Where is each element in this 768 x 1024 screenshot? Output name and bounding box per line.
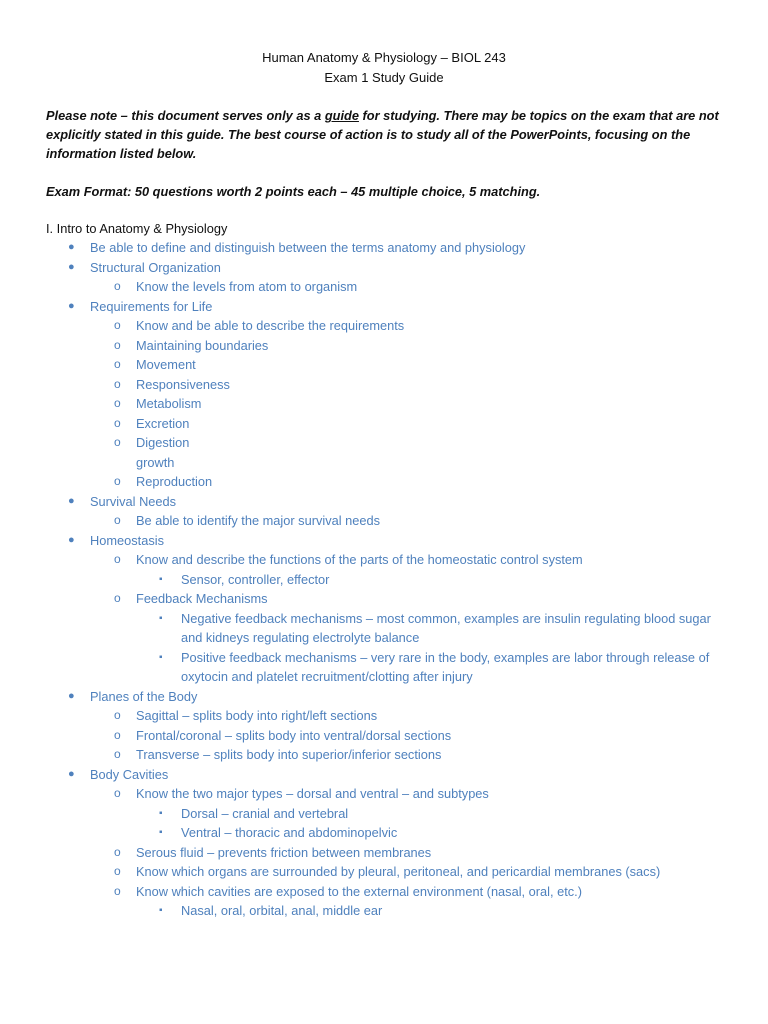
outline-item-structural-organization [46, 258, 722, 278]
outline-text: Ventral – thoracic and abdominopelvic [181, 825, 398, 840]
guide-title: Exam 1 Study Guide [324, 70, 444, 85]
outline-subitem [46, 745, 722, 765]
outline-text: Structural Organization [90, 259, 221, 275]
outline-subsubitem [46, 804, 721, 824]
bullet-circle: o [114, 318, 121, 332]
outline-subitem [46, 355, 722, 375]
outline-subsubitem [46, 901, 721, 921]
outline-text: Nasal, oral, orbital, anal, middle ear [181, 903, 383, 918]
outline-item-body-cavities [46, 765, 722, 785]
outline-text: Movement [136, 357, 196, 372]
outline-subitem [46, 336, 722, 356]
outline-subsubitem [46, 648, 721, 687]
outline-subitem [46, 472, 722, 492]
outline-text: Know which organs are surrounded by pleural, peritoneal, and pericardial membranes (sacs) [136, 864, 661, 879]
outline-text: Sensor, controller, effector [181, 571, 330, 587]
note-text-end: for studying. There may be topics on the exam that are not explicitly stated in this guide. The best course of action is to study all of the PowerPoints, focusing on the information listed below. [46, 108, 719, 161]
bullet-circle: o [114, 396, 121, 410]
outline-continuation [46, 453, 722, 473]
outline-subitem [46, 726, 722, 746]
outline-subitem [46, 843, 722, 863]
outline-text: Digestion [136, 435, 190, 450]
outline-text: Responsiveness [136, 376, 230, 392]
bullet-circle: o [114, 513, 121, 527]
outline-item-requirements [46, 297, 722, 317]
disclaimer-note [46, 106, 726, 163]
outline-text: Negative feedback mechanisms – most common, examples are insulin regulating blood sugar and kidneys regulating electrolyte balance [181, 610, 711, 645]
outline-text: Body Cavities [90, 766, 169, 782]
outline-text: Be able to define and distinguish between the terms anatomy and physiology [90, 240, 526, 255]
bullet-circle: o [114, 844, 121, 859]
bullet-circle: o [114, 591, 121, 605]
bullet-square: ▪ [159, 807, 163, 819]
outline-text: Know and be able to describe the requirements [136, 318, 405, 333]
outline-subitem [46, 375, 722, 395]
bullet-dot: ● [68, 689, 75, 702]
outline-text: growth [136, 454, 175, 470]
bullet-circle: o [114, 415, 121, 430]
study-outline [46, 238, 722, 921]
outline-text: Survival Needs [90, 493, 177, 509]
outline-text: Dorsal – cranial and vertebral [181, 805, 349, 821]
bullet-circle: o [114, 747, 121, 761]
course-title: Human Anatomy & Physiology – BIOL 243 [262, 50, 506, 65]
outline-subitem [46, 706, 722, 726]
bullet-circle: o [114, 357, 121, 371]
bullet-square: ▪ [159, 573, 163, 585]
outline-text: Be able to identify the major survival needs [136, 513, 380, 528]
outline-text: Requirements for Life [90, 298, 213, 314]
outline-subitem [46, 511, 722, 531]
bullet-dot: ● [68, 533, 75, 546]
outline-item-planes [46, 687, 722, 707]
outline-text: Homeostasis [90, 532, 164, 548]
bullet-square: ▪ [159, 905, 163, 916]
outline-text: Know and describe the functions of the parts of the homeostatic control system [136, 552, 583, 567]
bullet-square: ▪ [159, 612, 163, 624]
bullet-circle: o [114, 376, 121, 391]
outline-text: Transverse – splits body into superior/inferior sections [136, 747, 442, 762]
note-text-start: Please note – this document serves only as a [46, 108, 325, 123]
bullet-dot: ● [68, 494, 75, 507]
outline-subitem [46, 862, 722, 882]
outline-text: Metabolism [136, 396, 202, 411]
note-underlined-word: guide [324, 108, 359, 123]
outline-text: Know the two major types – dorsal and ventral – and subtypes [136, 786, 489, 801]
outline-item-homeostasis [46, 531, 722, 551]
bullet-circle: o [114, 864, 121, 878]
bullet-circle: o [114, 552, 121, 566]
outline-subitem [46, 433, 722, 453]
bullet-circle: o [114, 727, 121, 742]
bullet-circle: o [114, 883, 121, 898]
exam-format: Exam Format: 50 questions worth 2 points each – 45 multiple choice, 5 matching. [46, 184, 541, 199]
outline-item-define-terms [46, 238, 722, 258]
outline-text: Sagittal – splits body into right/left sections [136, 708, 378, 723]
outline-subsubitem [46, 570, 721, 590]
outline-text: Feedback Mechanisms [136, 591, 268, 606]
section-heading: I. Intro to Anatomy & Physiology [46, 221, 228, 236]
outline-text: Excretion [136, 415, 190, 431]
bullet-dot: ● [68, 241, 75, 253]
outline-subitem [46, 394, 722, 414]
outline-subitem [46, 882, 722, 902]
outline-text: Positive feedback mechanisms – very rare in the body, examples are labor through release of oxytocin and platelet recruitment/clotting after injury [181, 649, 710, 684]
outline-text: Know which cavities are exposed to the external environment (nasal, oral, etc.) [136, 883, 582, 899]
bullet-square: ▪ [159, 651, 163, 663]
bullet-dot: ● [68, 260, 75, 273]
bullet-circle: o [114, 279, 121, 293]
outline-subitem [46, 414, 722, 434]
outline-text: Reproduction [136, 474, 213, 489]
outline-subitem [46, 550, 722, 570]
outline-text: Maintaining boundaries [136, 337, 269, 353]
outline-text: Serous fluid – prevents friction between membranes [136, 844, 432, 860]
outline-item-survival-needs [46, 492, 722, 512]
bullet-circle: o [114, 435, 121, 449]
bullet-circle: o [114, 786, 121, 800]
outline-subsubitem [46, 609, 721, 648]
outline-subsubitem [46, 823, 721, 843]
outline-text: Know the levels from atom to organism [136, 279, 358, 294]
bullet-dot: ● [68, 767, 75, 780]
outline-subitem [46, 316, 722, 336]
outline-subitem [46, 277, 722, 297]
outline-text: Frontal/coronal – splits body into ventral/dorsal sections [136, 727, 452, 743]
outline-subitem [46, 589, 722, 609]
outline-text: Planes of the Body [90, 688, 198, 704]
bullet-dot: ● [68, 299, 75, 312]
bullet-circle: o [114, 708, 121, 722]
bullet-square: ▪ [159, 827, 163, 838]
bullet-circle: o [114, 337, 121, 352]
outline-subitem [46, 784, 722, 804]
bullet-circle: o [114, 474, 121, 488]
